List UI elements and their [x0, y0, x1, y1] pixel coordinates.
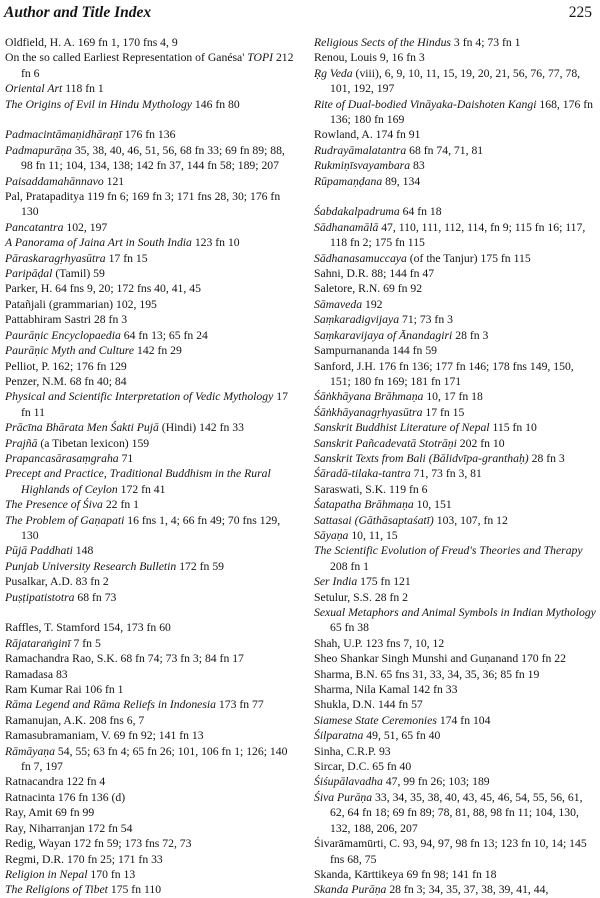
entry-title-italic: Śāradā-tilaka-tantra: [314, 467, 411, 481]
index-entry: [314, 744, 596, 759]
entry-text: Pusalkar, A.D. 83 fn 2: [5, 575, 109, 589]
entry-text: Ratnacinta 176 fn 136 (d): [5, 790, 126, 804]
entry-text: 174 fn 104: [436, 713, 491, 727]
entry-title-italic: Śatapatha Brāhmaṇa: [314, 498, 414, 512]
entry-title-italic: The Scientific Evolution of Freud's Theories and Therapy: [314, 544, 583, 558]
index-entry: [314, 651, 596, 666]
entry-title-italic: Sādhanasamuccaya: [314, 251, 407, 265]
entry-text: Regmi, D.R. 170 fn 25; 171 fn 33: [5, 852, 163, 866]
entry-title-italic: Precept and Practice, Traditional Buddhism in the Rural Highlands of Ceylon: [5, 467, 271, 496]
entry-title-italic: Oriental Art: [5, 82, 63, 96]
running-header-title: Author and Title Index: [4, 4, 152, 21]
entry-title-italic: The Presence of Śiva: [5, 498, 103, 512]
entry-text: Ram Kumar Rai 106 fn 1: [5, 683, 124, 697]
entry-text: Parker, H. 64 fns 9, 20; 172 fns 40, 41, 45: [5, 282, 201, 296]
index-entry: [5, 97, 297, 112]
entry-text: Sahni, D.R. 88; 144 fn 47: [314, 267, 435, 281]
entry-title-italic: Sanskrit Buddhist Literature of Nepal: [314, 421, 490, 435]
entry-text: 16 fns 1, 4; 66 fn 49; 70 fns 129, 130: [21, 513, 281, 542]
index-entry: [314, 867, 596, 882]
index-entry: [314, 882, 596, 897]
entry-title-italic: The Origins of Evil in Hindu Mythology: [5, 97, 192, 111]
index-entry: [5, 497, 297, 512]
entry-title-italic: Religious Sects of the Hindus: [314, 36, 451, 49]
entry-title-italic: Sattasai (Gāthāsaptaśatī): [314, 513, 434, 527]
index-entry: [5, 251, 297, 266]
entry-title-italic: Paurāṇic Myth and Culture: [5, 344, 135, 358]
entry-title-italic: Rāmāyaṇa: [5, 744, 55, 758]
entry-title-italic: Śiśupālavadha: [314, 775, 383, 789]
index-entry: [5, 281, 297, 296]
entry-title-italic: Prajñā: [5, 436, 38, 450]
index-entry: [5, 559, 297, 574]
entry-text: 33, 34, 35, 38, 40, 43, 45, 46, 54, 55, 56, 61, 62, 64 fn 18; 69 fn 89; 78, 81, 88, 98 fn 11; 104, 130, 132, 188, 206, 207: [330, 790, 583, 835]
entry-text: 10, 11, 15: [348, 528, 398, 542]
entry-title-italic: Prapancasārasaṃgraha: [5, 451, 119, 465]
entry-title-italic: Rājataraṅginī: [5, 636, 71, 650]
entry-text: Saletore, R.N. 69 fn 92: [314, 282, 423, 296]
entry-title-italic: The Religions of Tibet: [5, 883, 108, 897]
index-entry: [314, 359, 596, 390]
index-entry: [314, 574, 596, 589]
entry-text: Sampurnananda 144 fn 59: [314, 344, 438, 358]
entry-title-italic: Ṛg Veda: [314, 66, 353, 80]
entry-text: 47, 110, 111, 112, 114, fn 9; 115 fn 16; 117, 118 fn 2; 175 fn 115: [330, 220, 586, 250]
entry-title-italic: Paisaddamahānnavo: [5, 174, 104, 188]
index-entry: [5, 359, 297, 374]
entry-title-italic: TOPI: [247, 51, 274, 65]
entry-text: 142 fn 29: [134, 344, 182, 358]
index-entry: [5, 451, 297, 466]
index-entry: [314, 420, 596, 435]
entry-text: 68 fn 73: [74, 590, 117, 604]
entry-text: 208 fn 1: [330, 559, 369, 573]
entry-text: Ratnacandra 122 fn 4: [5, 775, 106, 789]
entry-text: 192: [362, 297, 383, 311]
index-entry: [314, 66, 596, 97]
index-entry: [5, 697, 297, 712]
entry-text: Sharma, B.N. 65 fns 31, 33, 34, 35, 36; 85 fn 19: [314, 667, 540, 681]
index-entry: [5, 35, 297, 50]
entry-text: (Hindi) 142 fn 33: [158, 421, 244, 435]
index-entry: [314, 836, 596, 867]
entry-text: Penzer, N.M. 68 fn 40; 84: [5, 374, 127, 388]
entry-title-italic: Paurāṇic Encyclopaedia: [5, 328, 121, 342]
letter-group-gap: [5, 112, 297, 127]
entry-text: 17 fn 11: [21, 390, 288, 419]
entry-title-italic: Śiva Purāṇa: [314, 790, 373, 804]
entry-text: 10, 17 fn 18: [423, 390, 483, 404]
index-entry: [314, 667, 596, 682]
entry-text: 28 fn 3; 34, 35, 37, 38, 39, 41, 44,: [386, 883, 549, 897]
index-entry: [5, 790, 297, 805]
index-entry: [314, 636, 596, 651]
index-entry: [314, 466, 596, 481]
index-entry: [314, 436, 596, 451]
index-entry: [314, 405, 596, 420]
index-entry: [314, 297, 596, 312]
entry-title-italic: Pancatantra: [5, 220, 64, 234]
index-entry: [5, 590, 297, 605]
entry-text: 170 fn 13: [87, 867, 136, 881]
index-entry: [5, 297, 297, 312]
entry-text: 71, 73 fn 3, 81: [410, 467, 482, 481]
index-entry: [5, 127, 297, 142]
entry-title-italic: Sanskrit Pañcadevatā Stotrāṇi: [314, 436, 457, 450]
index-entry: [314, 774, 596, 789]
entry-text: Pelliot, P. 162; 176 fn 129: [5, 359, 127, 373]
index-column-right: [314, 35, 596, 898]
entry-title-italic: Rudrayāmalatantra: [314, 143, 407, 157]
entry-text: (a Tibetan lexicon) 159: [37, 436, 150, 450]
entry-text: Ramasubramaniam, V. 69 fn 92; 141 fn 13: [5, 729, 204, 743]
entry-text: Pal, Pratapaditya 119 fn 6; 169 fn 3; 171 fns 28, 30; 176 fn 130: [5, 190, 281, 219]
index-entry: [5, 667, 297, 682]
index-entry: [5, 420, 297, 435]
index-entry: [5, 882, 297, 897]
entry-title-italic: Śabdakalpadruma: [314, 205, 400, 219]
entry-title-italic: Rūpamaṇḍana: [314, 174, 383, 188]
entry-text: Rowland, A. 174 fn 91: [314, 128, 421, 142]
index-entry: [314, 312, 596, 327]
entry-title-italic: Sexual Metaphors and Animal Symbols in Indian Mythology: [314, 606, 596, 620]
entry-text: 54, 55; 63 fn 4; 65 fn 26; 101, 106 fn 1; 126; 140 fn 7, 197: [21, 744, 288, 774]
entry-title-italic: Physical and Scientific Interpretation of Vedic Mythology: [5, 390, 274, 404]
entry-text: Setulur, S.S. 28 fn 2: [314, 590, 409, 604]
index-entry: [5, 744, 297, 775]
entry-text: 49, 51, 65 fn 40: [363, 729, 441, 743]
entry-text: 3 fn 4; 73 fn 1: [451, 36, 521, 49]
index-entry: [314, 143, 596, 158]
entry-text: 146 fn 80: [191, 97, 240, 111]
entry-title-italic: Skanda Purāṇa: [314, 883, 387, 897]
entry-title-italic: Śilparatna: [314, 729, 364, 743]
entry-text: Renou, Louis 9, 16 fn 3: [314, 51, 425, 65]
index-entry: [5, 513, 297, 544]
entry-text: 172 fn 59: [176, 559, 225, 573]
entry-text: Saraswati, S.K. 119 fn 6: [314, 482, 428, 496]
entry-text: 28 fn 3: [452, 328, 489, 342]
index-entry: [314, 50, 596, 65]
entry-title-italic: Puṣṭipatistotra: [5, 590, 75, 604]
index-entry: [314, 389, 596, 404]
index-entry: [314, 174, 596, 189]
entry-text: 123 fn 10: [191, 236, 240, 250]
entry-text: On the so called Earliest Representation of Ganésa': [5, 51, 248, 65]
entry-text: 83: [410, 159, 425, 173]
index-entry: [5, 343, 297, 358]
entry-text: 115 fn 10: [489, 421, 537, 435]
index-entry: [314, 482, 596, 497]
index-entry: [314, 251, 596, 266]
entry-text: Patañjali (grammarian) 102, 195: [5, 297, 157, 311]
index-entry: [314, 682, 596, 697]
entry-text: 22 fn 1: [102, 498, 139, 512]
index-entry: [5, 852, 297, 867]
entry-text: 35, 38, 40, 46, 51, 56, 68 fn 33; 69 fn 89; 88, 98 fn 11; 104, 134, 138; 142 fn 37, 144 fn 58; 189; 207: [21, 143, 285, 173]
entry-title-italic: Punjab University Research Bulletin: [5, 559, 177, 573]
entry-text: Sanford, J.H. 176 fn 136; 177 fn 146; 178 fns 149, 150, 151; 180 fn 169; 181 fn 171: [314, 359, 574, 388]
index-entry: [5, 651, 297, 666]
entry-text: Sinha, C.R.P. 93: [314, 744, 391, 758]
index-entry: [314, 328, 596, 343]
entry-text: 172 fn 41: [117, 482, 166, 496]
entry-text: 103, 107, fn 12: [433, 513, 508, 527]
index-entry: [5, 821, 297, 836]
index-entry: [5, 174, 297, 189]
index-entry: [5, 713, 297, 728]
letter-group-gap: [5, 605, 297, 620]
entry-text: 148: [72, 544, 94, 558]
entry-text: 64 fn 18: [399, 205, 442, 219]
entry-text: 202 fn 10: [456, 436, 505, 450]
index-entry: [5, 636, 297, 651]
index-entry: [5, 728, 297, 743]
entry-text: 64 fn 13; 65 fn 24: [120, 328, 208, 342]
entry-text: (viii), 6, 9, 10, 11, 15, 19, 20, 21, 56, 76, 77, 78, 101, 192, 197: [330, 66, 581, 96]
entry-text: Sheo Shankar Singh Munshi and Guṇanand 170 fn 22: [314, 652, 566, 666]
index-entry: [314, 35, 596, 50]
index-entry: [314, 728, 596, 743]
entry-title-italic: Rāma Legend and Rāma Reliefs in Indonesia: [5, 698, 216, 712]
index-entry: [314, 543, 596, 574]
entry-title-italic: Ser India: [314, 575, 358, 589]
entry-title-italic: The Problem of Gaṇapati: [5, 513, 125, 527]
index-entry: [5, 143, 297, 174]
index-entry: [5, 389, 297, 420]
entry-title-italic: Religion in Nepal: [5, 867, 88, 881]
entry-text: 71: [118, 451, 134, 465]
entry-title-italic: A Panorama of Jaina Art in South India: [5, 236, 192, 250]
entry-text: Shukla, D.N. 144 fn 57: [314, 698, 423, 712]
index-entry: [5, 543, 297, 558]
entry-text: 212 fn 6: [21, 51, 294, 80]
index-entry: [5, 235, 297, 250]
index-entry: [314, 451, 596, 466]
entry-title-italic: Padmacintāmaṇidhāraṇī: [5, 128, 122, 142]
entry-text: 173 fn 77: [216, 698, 264, 712]
entry-title-italic: Padmapurāṇa: [5, 143, 72, 157]
entry-text: 175 fn 121: [357, 575, 411, 589]
entry-text: (of the Tanjur) 175 fn 115: [406, 251, 531, 265]
entry-text: Ray, Niharranjan 172 fn 54: [5, 821, 133, 835]
entry-title-italic: Rite of Dual-bodied Vināyaka-Daishoten Kangi: [314, 97, 537, 111]
entry-title-italic: Saṃkaradigvijaya: [314, 313, 400, 327]
index-entry: [5, 312, 297, 327]
index-entry: [5, 50, 297, 81]
entry-title-italic: Saṃkaravijaya of Ānandagiri: [314, 328, 453, 342]
entry-text: Redig, Wayan 172 fn 59; 173 fns 72, 73: [5, 837, 192, 851]
index-entry: [5, 374, 297, 389]
entry-text: 168, 176 fn 136; 180 fn 169: [330, 97, 593, 127]
index-entry: [5, 682, 297, 697]
index-entry: [5, 774, 297, 789]
letter-group-gap: [314, 189, 596, 204]
index-entry: [314, 528, 596, 543]
entry-text: 68 fn 74, 71, 81: [406, 143, 484, 157]
index-entry: [314, 97, 596, 128]
page-number: 225: [568, 4, 592, 21]
index-entry: [5, 328, 297, 343]
index-entry: [5, 466, 297, 497]
index-entry: [5, 81, 297, 96]
entry-text: Sircar, D.C. 65 fn 40: [314, 760, 412, 774]
index-entry: [5, 620, 297, 635]
entry-text: 65 fn 38: [330, 621, 369, 635]
entry-text: (Tamil) 59: [52, 267, 105, 281]
index-entry: [314, 513, 596, 528]
entry-text: Raffles, T. Stamford 154, 173 fn 60: [5, 621, 171, 635]
entry-text: 89, 134: [382, 174, 421, 188]
entry-text: 17 fn 15: [105, 251, 148, 265]
index-entry: [314, 497, 596, 512]
entry-text: Śivarāmamūrti, C. 93, 94, 97, 98 fn 13; 123 fn 10, 14; 145 fns 68, 75: [314, 837, 587, 866]
entry-text: Shah, U.P. 123 fns 7, 10, 12: [314, 636, 445, 650]
index-entry: [314, 697, 596, 712]
index-entry: [314, 343, 596, 358]
entry-text: 175 fn 110: [107, 883, 162, 897]
entry-text: 121: [103, 174, 125, 188]
entry-title-italic: Śāṅkhāyanagṛhyasūtra: [314, 405, 423, 419]
index-entry: [314, 204, 596, 219]
index-entry: [314, 790, 596, 836]
index-entry: [314, 281, 596, 296]
index-entry: [5, 266, 297, 281]
entry-title-italic: Siamese State Ceremonies: [314, 713, 437, 727]
index-entry: [314, 158, 596, 173]
entry-text: Ramadasa 83: [5, 667, 68, 681]
entry-title-italic: Śāṅkhāyana Brāhmaṇa: [314, 390, 424, 404]
index-entry: [314, 220, 596, 251]
entry-text: 176 fn 136: [121, 128, 176, 142]
entry-text: 102, 197: [63, 220, 108, 234]
entry-text: 28 fn 3: [528, 451, 565, 465]
entry-title-italic: Sāmaveda: [314, 297, 363, 311]
index-entry: [314, 759, 596, 774]
entry-text: 7 fn 5: [70, 636, 101, 650]
index-entry: [5, 220, 297, 235]
entry-text: Pattabhiram Sastri 28 fn 3: [5, 313, 128, 327]
entry-title-italic: Paripāḍal: [5, 267, 53, 281]
entry-title-italic: Rukmiṇīsvayambara: [314, 159, 411, 173]
index-column-left: [5, 35, 297, 898]
entry-title-italic: Pāraskaragṛhyasūtra: [5, 251, 106, 265]
index-entry: [314, 590, 596, 605]
index-entry: [314, 605, 596, 636]
entry-text: 71; 73 fn 3: [399, 313, 453, 327]
entry-title-italic: Pūjā Paddhati: [5, 544, 73, 558]
entry-title-italic: Prācīna Bhārata Men Śakti Pujā: [5, 421, 159, 435]
entry-text: Skanda, Kārttikeya 69 fn 98; 141 fn 18: [314, 867, 497, 881]
entry-title-italic: Sādhanamālā: [314, 220, 379, 234]
index-entry: [5, 189, 297, 220]
index-entry: [5, 436, 297, 451]
entry-text: Ray, Amit 69 fn 99: [5, 806, 95, 820]
entry-text: Oldfield, H. A. 169 fn 1, 170 fns 4, 9: [5, 36, 178, 49]
index-entry: [5, 805, 297, 820]
entry-text: Ramanujan, A.K. 208 fns 6, 7: [5, 713, 145, 727]
entry-text: Ramachandra Rao, S.K. 68 fn 74; 73 fn 3; 84 fn 17: [5, 652, 244, 666]
entry-title-italic: Sanskrit Texts from Bali (Bālidvīpa-granthaḥ): [314, 451, 529, 465]
entry-title-italic: Sāyaṇa: [314, 528, 349, 542]
entry-text: 17 fn 15: [422, 405, 465, 419]
index-entry: [5, 867, 297, 882]
index-entry: [5, 574, 297, 589]
index-entry: [314, 713, 596, 728]
index-entry: [5, 836, 297, 851]
entry-text: 10, 151: [413, 498, 452, 512]
index-entry: [314, 266, 596, 281]
entry-text: Sharma, Nila Kamal 142 fn 33: [314, 683, 458, 697]
entry-text: 47, 99 fn 26; 103; 189: [382, 775, 490, 789]
entry-text: 118 fn 1: [62, 82, 104, 96]
index-entry: [314, 127, 596, 142]
